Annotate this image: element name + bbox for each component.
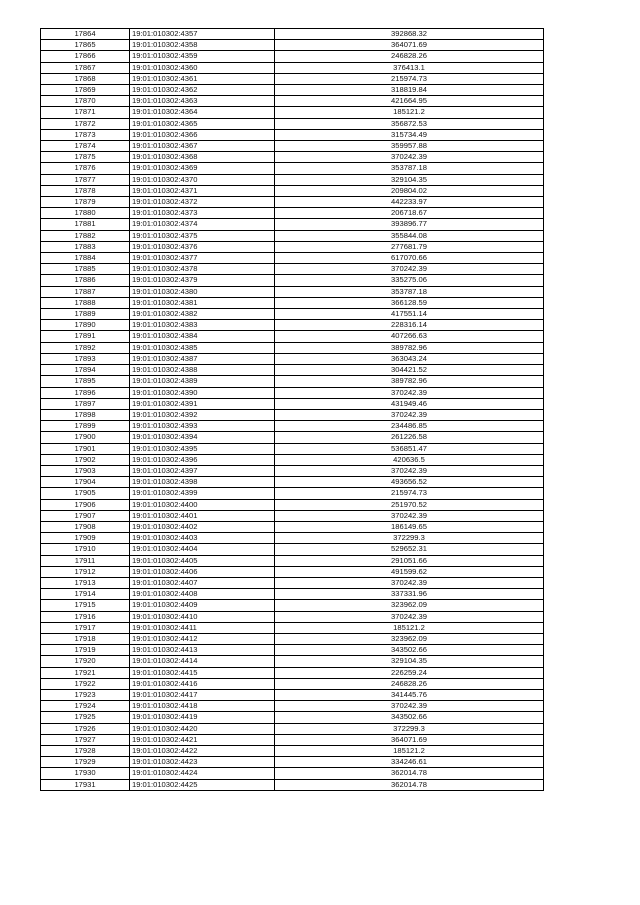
value-cell: 246828.26 (275, 678, 544, 689)
cadastral-number-cell: 19:01:010302:4365 (130, 118, 275, 129)
value-cell: 185121.2 (275, 107, 544, 118)
value-cell: 185121.2 (275, 746, 544, 757)
value-cell: 343502.66 (275, 645, 544, 656)
value-cell: 372299.3 (275, 723, 544, 734)
cadastral-number-cell: 19:01:010302:4407 (130, 577, 275, 588)
value-cell: 343502.66 (275, 712, 544, 723)
cadastral-number-cell: 19:01:010302:4420 (130, 723, 275, 734)
cadastral-number-cell: 19:01:010302:4419 (130, 712, 275, 723)
cadastral-number-cell: 19:01:010302:4416 (130, 678, 275, 689)
row-number-cell: 17911 (41, 555, 130, 566)
row-number-cell: 17917 (41, 622, 130, 633)
row-number-cell: 17908 (41, 521, 130, 532)
cadastral-number-cell: 19:01:010302:4384 (130, 331, 275, 342)
value-cell: 185121.2 (275, 622, 544, 633)
row-number-cell: 17881 (41, 219, 130, 230)
table-row (41, 443, 544, 454)
row-number-cell: 17897 (41, 398, 130, 409)
cadastral-number-cell: 19:01:010302:4402 (130, 521, 275, 532)
table-row (41, 768, 544, 779)
table-row (41, 129, 544, 140)
value-cell: 372299.3 (275, 533, 544, 544)
table-row (41, 40, 544, 51)
value-cell: 366128.59 (275, 297, 544, 308)
value-cell: 251970.52 (275, 499, 544, 510)
table-row (41, 432, 544, 443)
value-cell: 323962.09 (275, 600, 544, 611)
row-number-cell: 17925 (41, 712, 130, 723)
value-cell: 491599.62 (275, 566, 544, 577)
row-number-cell: 17921 (41, 667, 130, 678)
cadastral-number-cell: 19:01:010302:4424 (130, 768, 275, 779)
value-cell: 363043.24 (275, 353, 544, 364)
cadastral-number-cell: 19:01:010302:4376 (130, 241, 275, 252)
cadastral-number-cell: 19:01:010302:4405 (130, 555, 275, 566)
value-cell: 323962.09 (275, 633, 544, 644)
cadastral-number-cell: 19:01:010302:4397 (130, 465, 275, 476)
row-number-cell: 17891 (41, 331, 130, 342)
table-row (41, 51, 544, 62)
row-number-cell: 17872 (41, 118, 130, 129)
table-row (41, 387, 544, 398)
row-number-cell: 17922 (41, 678, 130, 689)
table-row (41, 611, 544, 622)
table-row (41, 779, 544, 790)
table-row (41, 141, 544, 152)
value-cell: 370242.39 (275, 611, 544, 622)
table-row (41, 757, 544, 768)
table-row (41, 678, 544, 689)
table-body (41, 29, 544, 791)
row-number-cell: 17864 (41, 29, 130, 40)
cadastral-number-cell: 19:01:010302:4395 (130, 443, 275, 454)
value-cell: 362014.78 (275, 779, 544, 790)
row-number-cell: 17877 (41, 174, 130, 185)
cadastral-number-cell: 19:01:010302:4359 (130, 51, 275, 62)
row-number-cell: 17880 (41, 208, 130, 219)
row-number-cell: 17894 (41, 365, 130, 376)
table-row (41, 376, 544, 387)
table-row (41, 477, 544, 488)
cadastral-number-cell: 19:01:010302:4377 (130, 253, 275, 264)
table-row (41, 600, 544, 611)
cadastral-number-cell: 19:01:010302:4423 (130, 757, 275, 768)
row-number-cell: 17904 (41, 477, 130, 488)
cadastral-number-cell: 19:01:010302:4372 (130, 197, 275, 208)
value-cell: 389782.96 (275, 376, 544, 387)
table-row (41, 521, 544, 532)
cadastral-number-cell: 19:01:010302:4396 (130, 454, 275, 465)
table-row (41, 510, 544, 521)
cadastral-number-cell: 19:01:010302:4404 (130, 544, 275, 555)
row-number-cell: 17871 (41, 107, 130, 118)
table-row (41, 96, 544, 107)
cadastral-number-cell: 19:01:010302:4422 (130, 746, 275, 757)
value-cell: 407266.63 (275, 331, 544, 342)
cadastral-number-cell: 19:01:010302:4360 (130, 62, 275, 73)
row-number-cell: 17876 (41, 163, 130, 174)
cadastral-number-cell: 19:01:010302:4392 (130, 409, 275, 420)
cadastral-number-cell: 19:01:010302:4412 (130, 633, 275, 644)
cadastral-number-cell: 19:01:010302:4415 (130, 667, 275, 678)
value-cell: 370242.39 (275, 409, 544, 420)
value-cell: 356872.53 (275, 118, 544, 129)
value-cell: 353787.18 (275, 286, 544, 297)
row-number-cell: 17885 (41, 264, 130, 275)
row-number-cell: 17929 (41, 757, 130, 768)
table-row (41, 589, 544, 600)
cadastral-number-cell: 19:01:010302:4381 (130, 297, 275, 308)
row-number-cell: 17890 (41, 320, 130, 331)
cadastral-number-cell: 19:01:010302:4390 (130, 387, 275, 398)
cadastral-number-cell: 19:01:010302:4388 (130, 365, 275, 376)
table-row (41, 533, 544, 544)
table-row (41, 174, 544, 185)
table-row (41, 712, 544, 723)
cadastral-number-cell: 19:01:010302:4409 (130, 600, 275, 611)
value-cell: 389782.96 (275, 342, 544, 353)
table-row (41, 398, 544, 409)
table-row (41, 107, 544, 118)
cadastral-number-cell: 19:01:010302:4414 (130, 656, 275, 667)
cadastral-number-cell: 19:01:010302:4413 (130, 645, 275, 656)
table-row (41, 230, 544, 241)
value-cell: 341445.76 (275, 689, 544, 700)
cadastral-number-cell: 19:01:010302:4367 (130, 141, 275, 152)
value-cell: 421664.95 (275, 96, 544, 107)
cadastral-number-cell: 19:01:010302:4387 (130, 353, 275, 364)
cadastral-number-cell: 19:01:010302:4364 (130, 107, 275, 118)
cadastral-number-cell: 19:01:010302:4417 (130, 689, 275, 700)
table-row (41, 689, 544, 700)
table-row (41, 309, 544, 320)
value-cell: 493656.52 (275, 477, 544, 488)
value-cell: 529652.31 (275, 544, 544, 555)
cadastral-number-cell: 19:01:010302:4399 (130, 488, 275, 499)
value-cell: 353787.18 (275, 163, 544, 174)
value-cell: 417551.14 (275, 309, 544, 320)
table-row (41, 454, 544, 465)
value-cell: 335275.06 (275, 275, 544, 286)
row-number-cell: 17873 (41, 129, 130, 140)
value-cell: 370242.39 (275, 152, 544, 163)
value-cell: 420636.5 (275, 454, 544, 465)
cadastral-number-cell: 19:01:010302:4380 (130, 286, 275, 297)
table-row (41, 701, 544, 712)
table-row (41, 264, 544, 275)
row-number-cell: 17883 (41, 241, 130, 252)
table-row (41, 208, 544, 219)
value-cell: 393896.77 (275, 219, 544, 230)
table-row (41, 275, 544, 286)
value-cell: 364071.69 (275, 40, 544, 51)
table-row (41, 667, 544, 678)
table-row (41, 163, 544, 174)
value-cell: 431949.46 (275, 398, 544, 409)
cadastral-number-cell: 19:01:010302:4401 (130, 510, 275, 521)
row-number-cell: 17868 (41, 73, 130, 84)
value-cell: 291051.66 (275, 555, 544, 566)
table-row (41, 241, 544, 252)
table-row (41, 73, 544, 84)
row-number-cell: 17924 (41, 701, 130, 712)
table-row (41, 421, 544, 432)
table-row (41, 219, 544, 230)
cadastral-number-cell: 19:01:010302:4358 (130, 40, 275, 51)
table-row (41, 499, 544, 510)
cadastral-number-cell: 19:01:010302:4357 (130, 29, 275, 40)
table-row (41, 118, 544, 129)
value-cell: 362014.78 (275, 768, 544, 779)
cadastral-number-cell: 19:01:010302:4383 (130, 320, 275, 331)
table-row (41, 746, 544, 757)
value-cell: 370242.39 (275, 701, 544, 712)
table-row (41, 656, 544, 667)
row-number-cell: 17893 (41, 353, 130, 364)
row-number-cell: 17926 (41, 723, 130, 734)
row-number-cell: 17896 (41, 387, 130, 398)
table-row (41, 544, 544, 555)
table-row (41, 555, 544, 566)
row-number-cell: 17902 (41, 454, 130, 465)
value-cell: 186149.65 (275, 521, 544, 532)
value-cell: 392868.32 (275, 29, 544, 40)
value-cell: 277681.79 (275, 241, 544, 252)
value-cell: 376413.1 (275, 62, 544, 73)
table-row (41, 85, 544, 96)
value-cell: 536851.47 (275, 443, 544, 454)
row-number-cell: 17892 (41, 342, 130, 353)
value-cell: 206718.67 (275, 208, 544, 219)
row-number-cell: 17884 (41, 253, 130, 264)
row-number-cell: 17866 (41, 51, 130, 62)
cadastral-number-cell: 19:01:010302:4400 (130, 499, 275, 510)
row-number-cell: 17909 (41, 533, 130, 544)
value-cell: 329104.35 (275, 174, 544, 185)
row-number-cell: 17869 (41, 85, 130, 96)
cadastral-number-cell: 19:01:010302:4389 (130, 376, 275, 387)
row-number-cell: 17889 (41, 309, 130, 320)
cadastral-number-cell: 19:01:010302:4421 (130, 734, 275, 745)
row-number-cell: 17918 (41, 633, 130, 644)
value-cell: 370242.39 (275, 510, 544, 521)
row-number-cell: 17928 (41, 746, 130, 757)
table-row (41, 577, 544, 588)
value-cell: 228316.14 (275, 320, 544, 331)
row-number-cell: 17895 (41, 376, 130, 387)
row-number-cell: 17919 (41, 645, 130, 656)
cadastral-number-cell: 19:01:010302:4403 (130, 533, 275, 544)
row-number-cell: 17914 (41, 589, 130, 600)
row-number-cell: 17899 (41, 421, 130, 432)
cadastral-number-cell: 19:01:010302:4382 (130, 309, 275, 320)
cadastral-number-cell: 19:01:010302:4394 (130, 432, 275, 443)
cadastral-number-cell: 19:01:010302:4379 (130, 275, 275, 286)
row-number-cell: 17886 (41, 275, 130, 286)
row-number-cell: 17878 (41, 185, 130, 196)
table-row (41, 29, 544, 40)
table-row (41, 353, 544, 364)
table-row (41, 645, 544, 656)
value-cell: 315734.49 (275, 129, 544, 140)
cadastral-value-table (40, 28, 544, 791)
row-number-cell: 17923 (41, 689, 130, 700)
value-cell: 370242.39 (275, 577, 544, 588)
table-row (41, 566, 544, 577)
table-row (41, 488, 544, 499)
table-row (41, 297, 544, 308)
value-cell: 355844.08 (275, 230, 544, 241)
cadastral-number-cell: 19:01:010302:4378 (130, 264, 275, 275)
table-row (41, 286, 544, 297)
table-row (41, 197, 544, 208)
table-row (41, 342, 544, 353)
row-number-cell: 17900 (41, 432, 130, 443)
value-cell: 234486.85 (275, 421, 544, 432)
cadastral-number-cell: 19:01:010302:4374 (130, 219, 275, 230)
table-row (41, 331, 544, 342)
value-cell: 334246.61 (275, 757, 544, 768)
value-cell: 337331.96 (275, 589, 544, 600)
table-row (41, 185, 544, 196)
row-number-cell: 17874 (41, 141, 130, 152)
value-cell: 364071.69 (275, 734, 544, 745)
value-cell: 261226.58 (275, 432, 544, 443)
value-cell: 209804.02 (275, 185, 544, 196)
table-row (41, 465, 544, 476)
row-number-cell: 17901 (41, 443, 130, 454)
row-number-cell: 17898 (41, 409, 130, 420)
cadastral-number-cell: 19:01:010302:4385 (130, 342, 275, 353)
cadastral-number-cell: 19:01:010302:4368 (130, 152, 275, 163)
table-row (41, 365, 544, 376)
row-number-cell: 17931 (41, 779, 130, 790)
value-cell: 370242.39 (275, 465, 544, 476)
row-number-cell: 17905 (41, 488, 130, 499)
row-number-cell: 17912 (41, 566, 130, 577)
row-number-cell: 17916 (41, 611, 130, 622)
row-number-cell: 17879 (41, 197, 130, 208)
cadastral-number-cell: 19:01:010302:4408 (130, 589, 275, 600)
cadastral-number-cell: 19:01:010302:4425 (130, 779, 275, 790)
cadastral-number-cell: 19:01:010302:4418 (130, 701, 275, 712)
value-cell: 442233.97 (275, 197, 544, 208)
row-number-cell: 17882 (41, 230, 130, 241)
value-cell: 215974.73 (275, 73, 544, 84)
value-cell: 318819.84 (275, 85, 544, 96)
cadastral-number-cell: 19:01:010302:4375 (130, 230, 275, 241)
row-number-cell: 17870 (41, 96, 130, 107)
document-page (40, 28, 543, 791)
table-row (41, 734, 544, 745)
row-number-cell: 17906 (41, 499, 130, 510)
row-number-cell: 17875 (41, 152, 130, 163)
cadastral-number-cell: 19:01:010302:4369 (130, 163, 275, 174)
table-row (41, 633, 544, 644)
value-cell: 246828.26 (275, 51, 544, 62)
row-number-cell: 17865 (41, 40, 130, 51)
cadastral-number-cell: 19:01:010302:4391 (130, 398, 275, 409)
cadastral-number-cell: 19:01:010302:4363 (130, 96, 275, 107)
row-number-cell: 17903 (41, 465, 130, 476)
value-cell: 370242.39 (275, 387, 544, 398)
row-number-cell: 17930 (41, 768, 130, 779)
table-row (41, 409, 544, 420)
table-row (41, 253, 544, 264)
value-cell: 370242.39 (275, 264, 544, 275)
cadastral-number-cell: 19:01:010302:4361 (130, 73, 275, 84)
table-row (41, 152, 544, 163)
row-number-cell: 17907 (41, 510, 130, 521)
table-row (41, 320, 544, 331)
value-cell: 329104.35 (275, 656, 544, 667)
value-cell: 215974.73 (275, 488, 544, 499)
cadastral-number-cell: 19:01:010302:4410 (130, 611, 275, 622)
row-number-cell: 17915 (41, 600, 130, 611)
row-number-cell: 17920 (41, 656, 130, 667)
cadastral-number-cell: 19:01:010302:4406 (130, 566, 275, 577)
value-cell: 226259.24 (275, 667, 544, 678)
cadastral-number-cell: 19:01:010302:4398 (130, 477, 275, 488)
value-cell: 304421.52 (275, 365, 544, 376)
row-number-cell: 17927 (41, 734, 130, 745)
cadastral-number-cell: 19:01:010302:4370 (130, 174, 275, 185)
row-number-cell: 17887 (41, 286, 130, 297)
cadastral-number-cell: 19:01:010302:4393 (130, 421, 275, 432)
row-number-cell: 17910 (41, 544, 130, 555)
table-row (41, 723, 544, 734)
row-number-cell: 17913 (41, 577, 130, 588)
cadastral-number-cell: 19:01:010302:4366 (130, 129, 275, 140)
row-number-cell: 17888 (41, 297, 130, 308)
table-row (41, 62, 544, 73)
value-cell: 617070.66 (275, 253, 544, 264)
row-number-cell: 17867 (41, 62, 130, 73)
cadastral-number-cell: 19:01:010302:4371 (130, 185, 275, 196)
value-cell: 359957.88 (275, 141, 544, 152)
table-row (41, 622, 544, 633)
cadastral-number-cell: 19:01:010302:4362 (130, 85, 275, 96)
cadastral-number-cell: 19:01:010302:4411 (130, 622, 275, 633)
cadastral-number-cell: 19:01:010302:4373 (130, 208, 275, 219)
